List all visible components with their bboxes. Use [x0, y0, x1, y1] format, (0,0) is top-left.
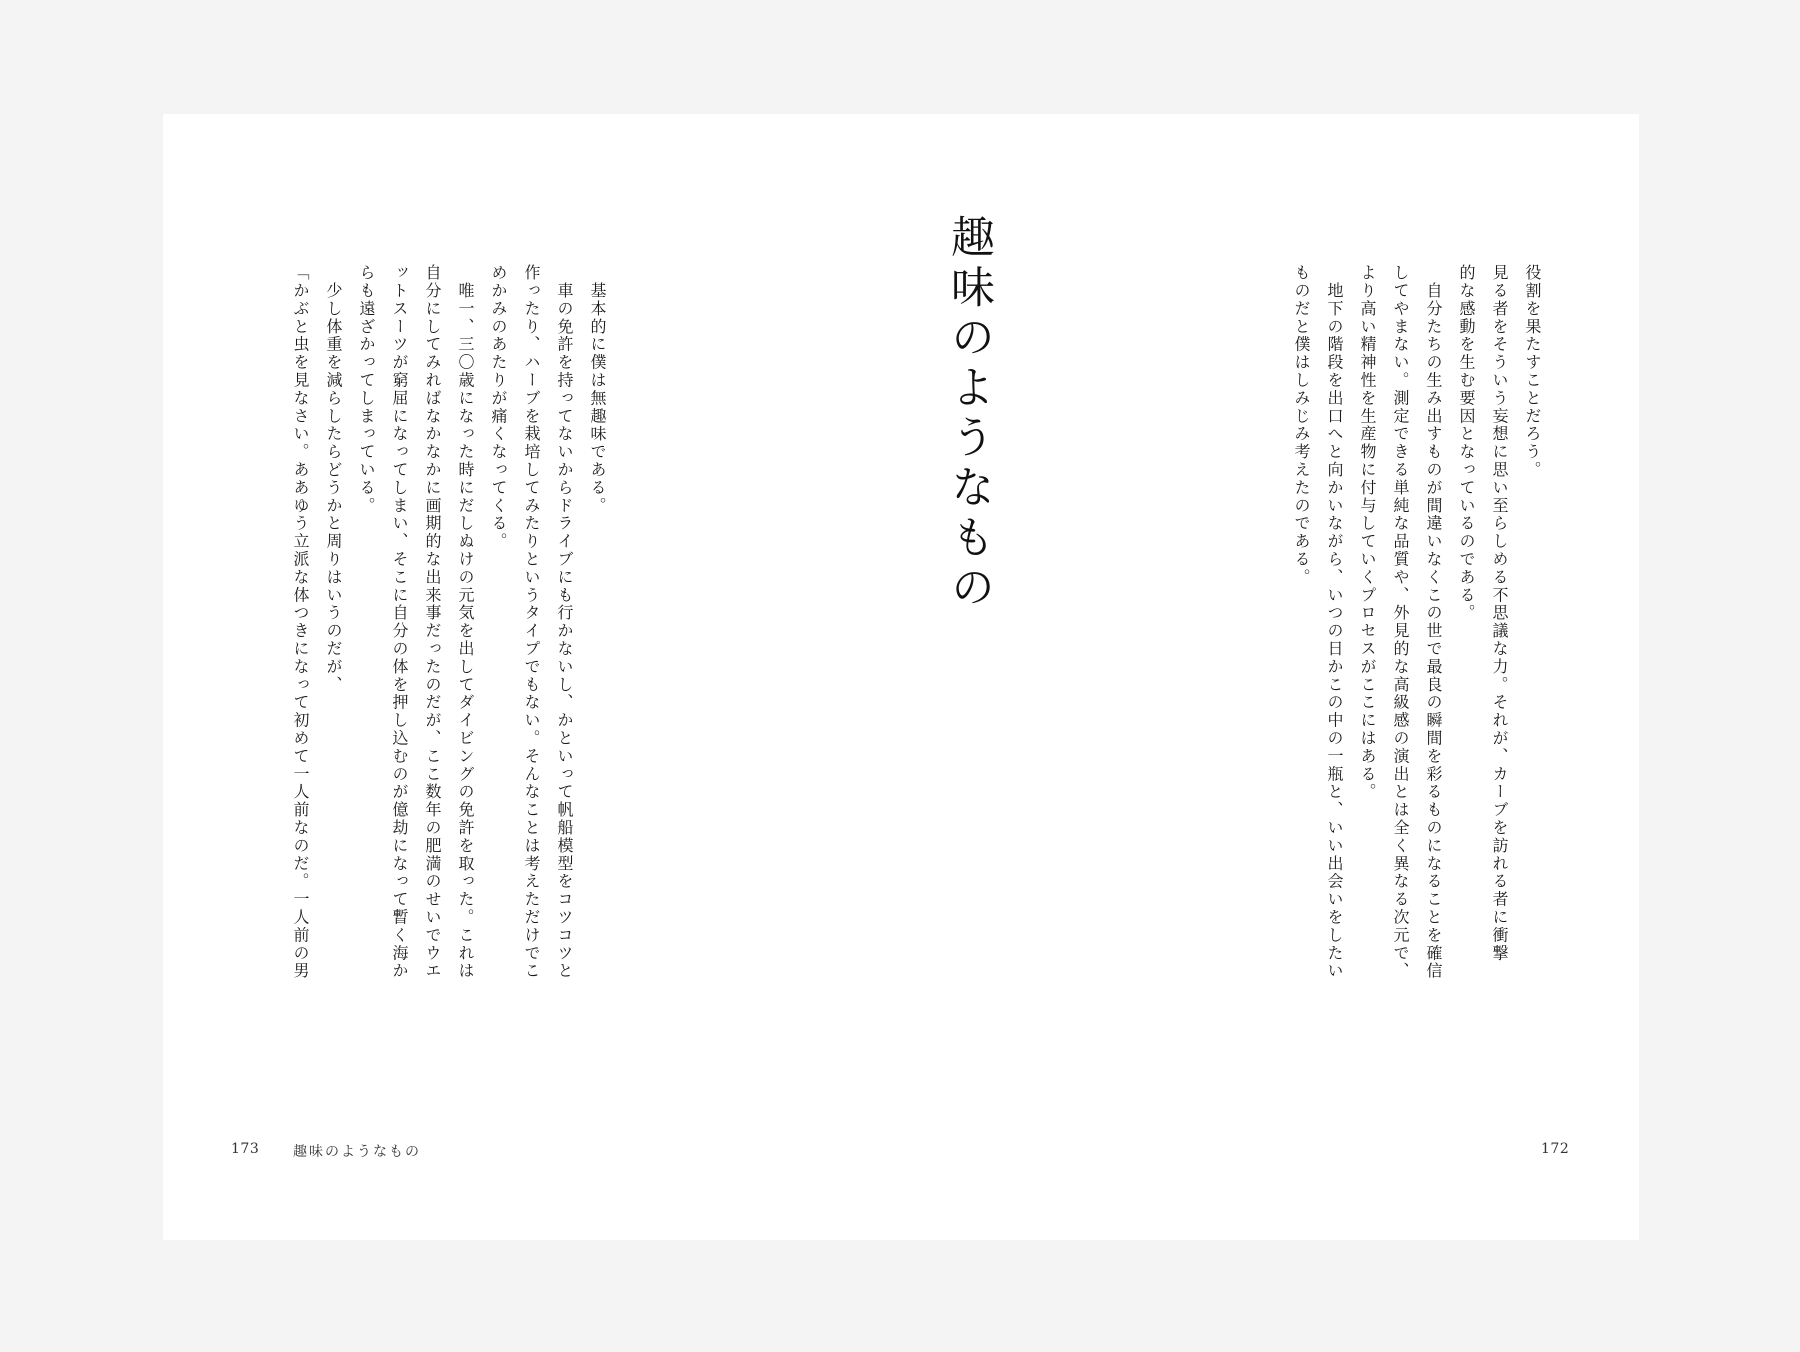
text-line: 唯一、三〇歳になった時にだしぬけの元気を出してダイビングの免許を取った。これは: [456, 264, 475, 980]
text-line: 役割を果たすことだろう。: [1523, 264, 1542, 479]
text-line: 作ったり、ハーブを栽培してみたりというタイプでもない。そんなことは考えただけでこ: [522, 264, 541, 980]
text-line: 車の免許を持ってないからドライブにも行かないし、かといって帆船模型をコツコツと: [555, 264, 574, 980]
text-line: 地下の階段を出口へと向かいながら、いつの日かこの中の一瓶と、いい出会いをしたい: [1325, 264, 1344, 980]
text-line: めかみのあたりが痛くなってくる。: [489, 264, 508, 551]
text-line: ものだと僕はしみじみ考えたのである。: [1292, 264, 1311, 587]
text-line: 見る者をそういう妄想に思い至らしめる不思議な力。それが、カーブを訪れる者に衝撃: [1490, 264, 1509, 963]
right-page-body: [1285, 264, 1549, 984]
running-title: 趣味のようなもの: [293, 1144, 421, 1160]
text-line: 少し体重を減らしたらどうかと周りはいうのだが、: [324, 264, 343, 694]
text-line: 自分にしてみればなかなかに画期的な出来事だったのだが、ここ数年の肥満のせいでウエ: [423, 264, 442, 980]
chapter-title: 趣味のようなもの: [943, 214, 994, 614]
text-line: してやまない。測定できる単純な品質や、外見的な高級感の演出とは全く異なる次元で、: [1391, 264, 1410, 980]
text-line: 自分たちの生み出すものが間違いなくこの世で最良の瞬間を彩るものになることを確信: [1424, 264, 1443, 980]
text-line: より高い精神性を生産物に付与していくプロセスがここにはある。: [1358, 264, 1377, 801]
book-spread: [163, 114, 1639, 1240]
text-line: ットスーツが窮屈になってしまい、そこに自分の体を押し込むのが億劫になって暫く海か: [390, 264, 409, 980]
text-line: 「かぶと虫を見なさい。ああゆう立派な体つきになって初めて一人前なのだ。一人前の男: [291, 264, 310, 980]
page-number-right: 172: [1541, 1141, 1570, 1157]
text-line: 基本的に僕は無趣味である。: [588, 264, 607, 515]
text-line: 的な感動を生む要因となっているのである。: [1457, 264, 1476, 622]
left-page-body: [284, 264, 614, 984]
text-line: らも遠ざかってしまっている。: [357, 264, 376, 515]
page-number-left: 173: [231, 1141, 260, 1157]
